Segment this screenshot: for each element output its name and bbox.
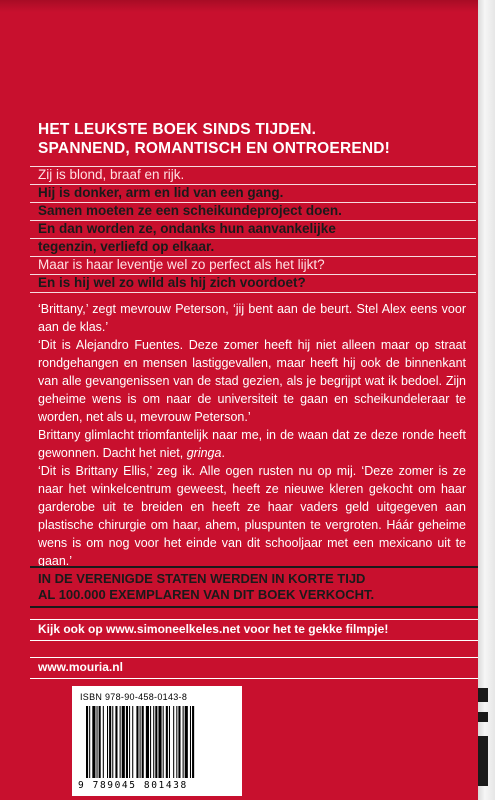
blurb-line: Zij is blond, braaf en rijk. [30,166,476,185]
barcode-bar [136,706,138,778]
excerpt-paragraph [38,426,466,462]
barcode-bar [112,706,113,778]
isbn-label: ISBN 978-90-458-0143-8 [80,692,188,702]
barcode-bar [163,706,164,778]
barcode-bar [173,706,174,778]
barcode-bar [176,706,177,778]
barcode-bar [158,706,161,778]
page-edge [478,0,495,800]
blurb-line: tegenzin, verliefd op elkaar. [30,239,476,257]
banner-line-2: AL 100.000 EXEMPLAREN VAN DIT BOEK VERKOCHT. [38,587,375,602]
barcode-bar [192,706,194,778]
headline-line-1: HET LEUKSTE BOEK SINDS TIJDEN. [38,121,317,138]
barcode-bar [169,706,170,778]
barcode-bar [140,706,141,778]
barcode-box [72,686,242,796]
excerpt-text: Brittany glimlacht triomfantelijk naar me, in de waan dat ze deze ronde heeft gewonnen. Dacht het niet, [38,428,466,460]
excerpt-paragraph: ‘Dit is Brittany Ellis,’ zeg ik. Alle ogen rusten nu op mij. ‘Deze zomer is ze naar het winkelcentrum geweest, heeft ze nieuwe kleren gekocht om haar garderobe uit te breiden en heeft ze haar vaders geld uitgegeven aan plastische chirurgie om haar, ahem, pluspunten te vergroten. Háár geheime wens is om nog voor het einde van dit schooljaar met een mexicano uit te gaan.’ [38,464,466,568]
excerpt-italic: gringa [186,446,222,460]
barcode-bar [153,706,154,778]
barcode-bar [120,706,121,778]
barcode-bar [146,706,149,778]
barcode-bar [132,706,133,778]
blurb-line: Maar is haar leventje wel zo perfect als het lijkt? [30,257,476,275]
barcode-bar [122,706,125,778]
barcode-bar [107,706,108,778]
barcode-bar [142,706,144,778]
excerpt-text: . [221,446,225,460]
barcode-bar [115,706,117,778]
edge-mark [478,688,488,702]
edge-mark [478,736,488,786]
barcode-bar [126,706,128,778]
barcode-bar [103,706,104,778]
sales-banner [30,566,478,608]
blurb-line: En is hij wel zo wild als hij zich voordoet? [30,275,476,293]
blurb-line: En dan worden ze, ondanks hun aanvankelijke [30,221,476,239]
barcode-bar [97,706,98,778]
author-website-line[interactable]: Kijk ook op www.simoneelkeles.net voor het te gekke filmpje! [30,619,478,641]
barcode-bar [86,706,88,778]
banner-line-1: IN DE VERENIGDE STATEN WERDEN IN KORTE TIJD [38,571,366,586]
barcode-bar [92,706,95,778]
edge-mark [478,712,488,722]
barcode-digits: 9 789045 801438 [78,780,188,791]
excerpt-paragraph: ‘Brittany,’ zegt mevrouw Peterson, ‘jij bent aan de beurt. Stel Alex eens voor aan de klas.’ [38,302,466,334]
barcode-bar [178,706,180,778]
barcode-bar [109,706,111,778]
barcode-bar [99,706,101,778]
barcode-icon [86,706,228,778]
headline-line-2: SPANNEND, ROMANTISCH EN ONTROEREND! [38,140,391,157]
barcode-bar [183,706,184,778]
ruled-blurb [30,166,476,293]
barcode-bar [185,706,188,778]
barcode-bar [89,706,90,778]
barcode-bar [129,706,130,778]
publisher-website[interactable]: www.mouria.nl [30,657,478,679]
barcode-bar [190,706,191,778]
barcode-bar [155,706,157,778]
barcode-bar [150,706,151,778]
excerpt [38,300,466,570]
barcode-bar [166,706,168,778]
excerpt-paragraph: ‘Dit is Alejandro Fuentes. Deze zomer heeft hij niet alleen maar op straat rondgehangen en mensen lastiggevallen, maar heeft hij ook de binnenkant van alle gevangenissen van de stad gezien, als je begrijpt wat ik bedoel. Zijn geheime wens is om naar de universiteit te gaan en scheikundeleraar te worden, net als u, mevrouw Peterson.’ [38,338,466,424]
blurb-line: Samen moeten ze een scheikundeproject doen. [30,203,476,221]
blurb-line: Hij is donker, arm en lid van een gang. [30,185,476,203]
headline [38,120,468,158]
